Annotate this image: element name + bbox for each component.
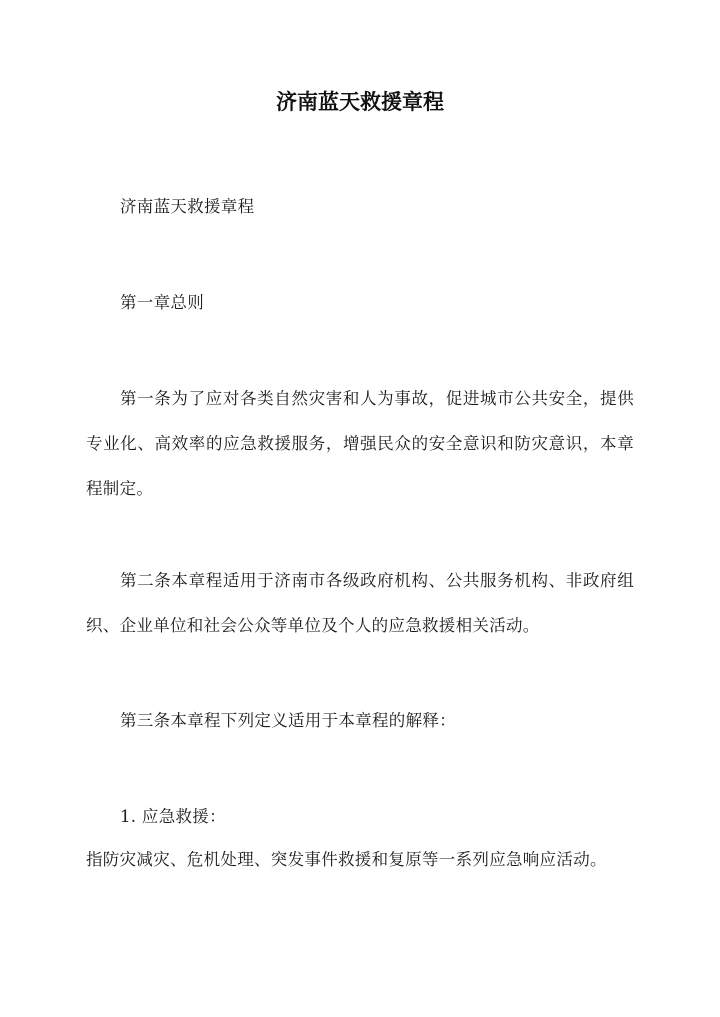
document-title: 济南蓝天救援章程	[276, 89, 444, 114]
article-3-paragraph: 第三条本章程下列定义适用于本章程的解释：	[120, 711, 456, 730]
subtitle-paragraph: 济南蓝天救援章程	[120, 197, 255, 216]
chapter-heading: 第一章总则	[120, 293, 204, 312]
definition-item-text: 指防灾减灾、危机处理、突发事件救援和复原等一系列应急响应活动。	[86, 850, 607, 869]
definition-item-heading: 1. 应急救援：	[120, 807, 226, 826]
article-1-paragraph: 第一条为了应对各类自然灾害和人为事故，促进城市公共安全，提供专业化、高效率的应急救援服务，增强民众的安全意识和防灾意识，本章程制定。	[86, 389, 634, 498]
article-2-paragraph: 第二条本章程适用于济南市各级政府机构、公共服务机构、非政府组织、企业单位和社会公众等单位及个人的应急救援相关活动。	[86, 571, 634, 635]
